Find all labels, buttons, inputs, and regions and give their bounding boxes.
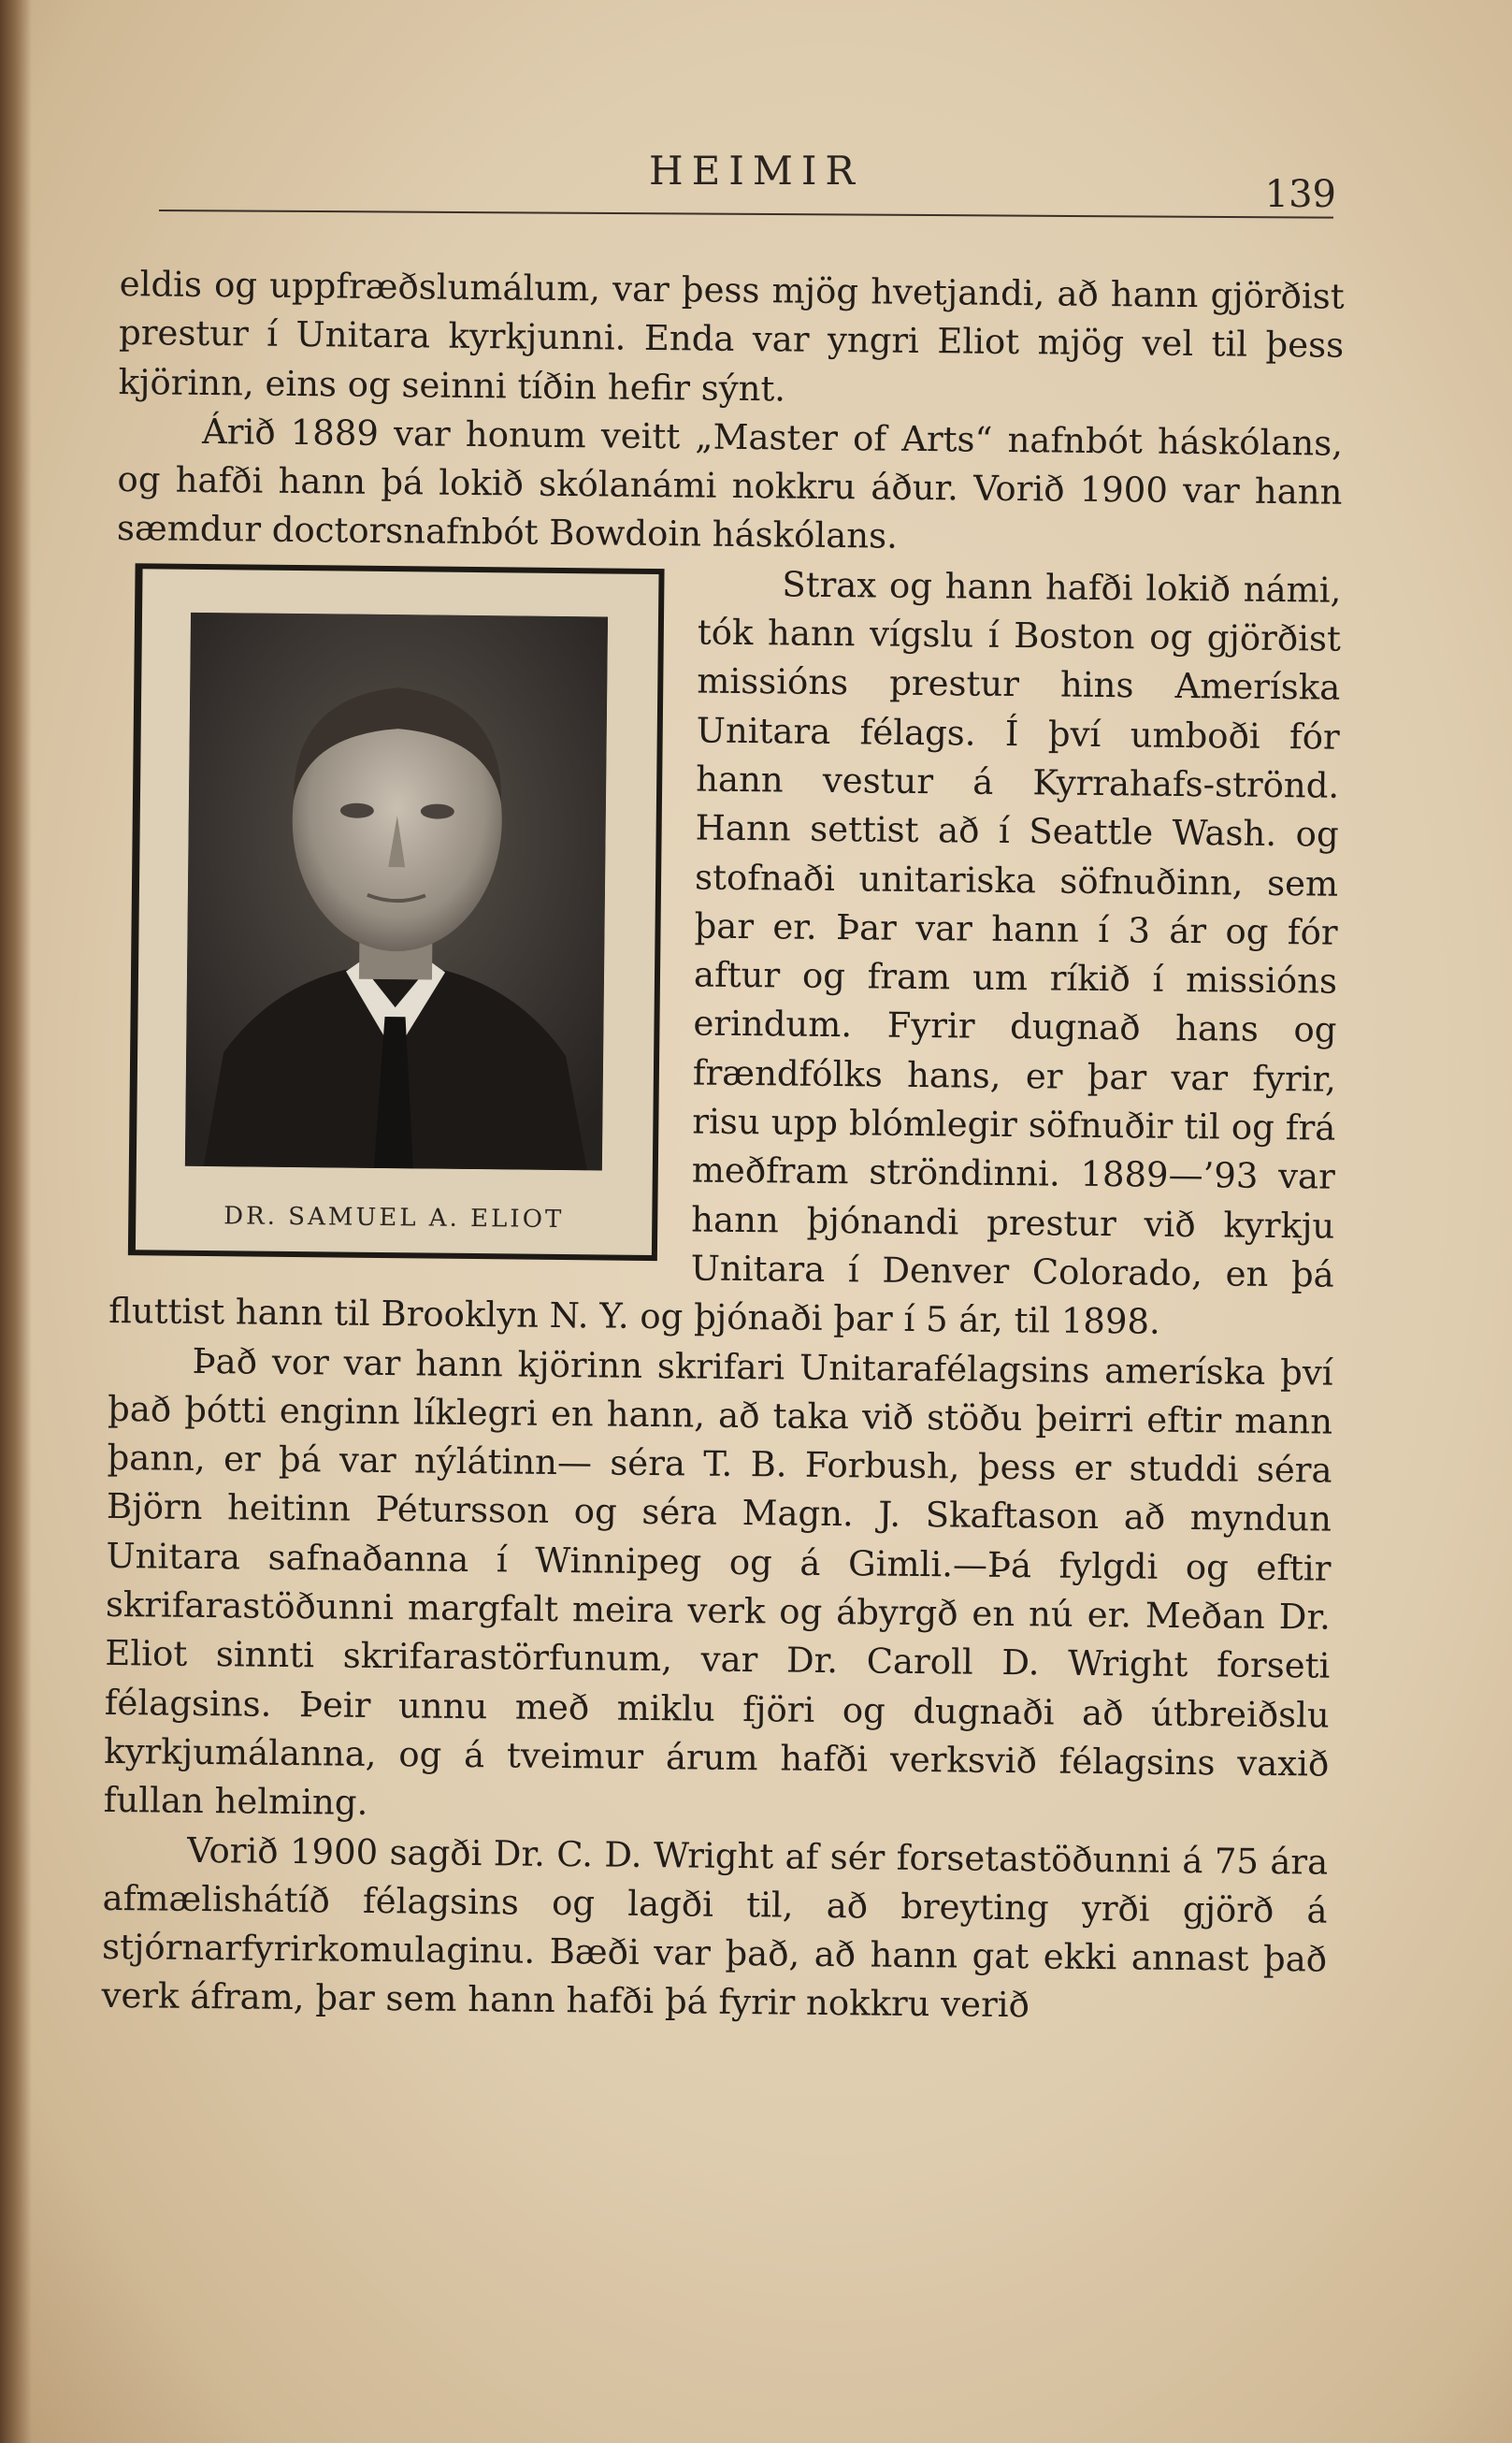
paragraph-5: Vorið 1900 sagði Dr. C. D. Wright af sér forsetastöðunni á 75 ára afmælishátíð félagsins og lagði til, að breyting yrði gjörð á stjórnarfyrirkomulaginu. Bæði var það, að hann gat ekki annast það verk áfram, þar sem hann hafði þá fyrir nokkru verið: [101, 1829, 1329, 2026]
paragraph-3: Strax og hann hafði lokið námi, tók hann vígslu í Boston og gjörðist missións prestur hins Ameríska Unitara félags. Í því umboði fór hann vestur á Kyrrahafs-strönd. Hann settist að í Seattle Wash. og stofnaði unitariska söfnuðinn, sem þar er. Þar var hann í 3 ár og fór aftur og fram um ríkið í missións erindum. Fyrir dugnað hans og frændfólks hans, er þar var fyrir, risu upp blómlegir söfnuðir til og frá meðfram ströndinni. 1889—’93 var hann þjónandi prestur við kyrkju Unitara í Denver Colorado, en þá fluttist hann til Brooklyn N. Y. og þjónaði þar í 5 ár, til 1898.: [108, 564, 1342, 1342]
paragraph-1: eldis og uppfræðslumálum, var þess mjög hvetjandi, að hann gjörðist prestur í Unitara kyrkjunni. Enda var yngri Eliot mjög vel til þess kjörinn, eins og seinni tíðin hefir sýnt.: [118, 263, 1345, 410]
header-rule: [159, 210, 1333, 219]
body-text: [101, 260, 1345, 2033]
portrait-image: [185, 613, 608, 1171]
portrait-photo: [185, 613, 608, 1171]
portrait-frame: [128, 563, 665, 1261]
paragraph-2: Árið 1889 var honum veitt „Master of Arts“ nafnbót háskólans, og hafði hann þá lokið skólanámi nokkru áður. Vorið 1900 var hann sæmdur doctorsnafnbót Bowdoin háskólans.: [116, 411, 1344, 557]
paragraph-4: Það vor var hann kjörinn skrifari Unitarafélagsins ameríska því það þótti enginn líklegri en hann, að taka við stöðu þeirri eftir mann þann, er þá var nýlátinn— séra T. B. Forbush, þess er studdi séra Björn heitinn Pétursson og séra Magn. J. Skaftason að myndun Unitara safnaðanna í Winnipeg og á Gimli.—Þá fylgdi og eftir skrifarastöðunni margfalt meira verk og ábyrgð en nú er. Meðan Dr. Eliot sinnti skrifarastörfunum, var Dr. Caroll D. Wright forseti félagsins. Þeir unnu með miklu fjöri og dugnaði að útbreiðslu kyrkjumálanna, og á tveimur árum hafði verksvið félagsins vaxið fullan helming.: [103, 1340, 1333, 1824]
portrait-caption: DR. SAMUEL A. ELIOT: [223, 1202, 565, 1234]
page-number: 139: [1264, 173, 1336, 216]
running-header-title: HEIMIR: [648, 148, 864, 194]
book-spine-shadow: [0, 0, 32, 2443]
